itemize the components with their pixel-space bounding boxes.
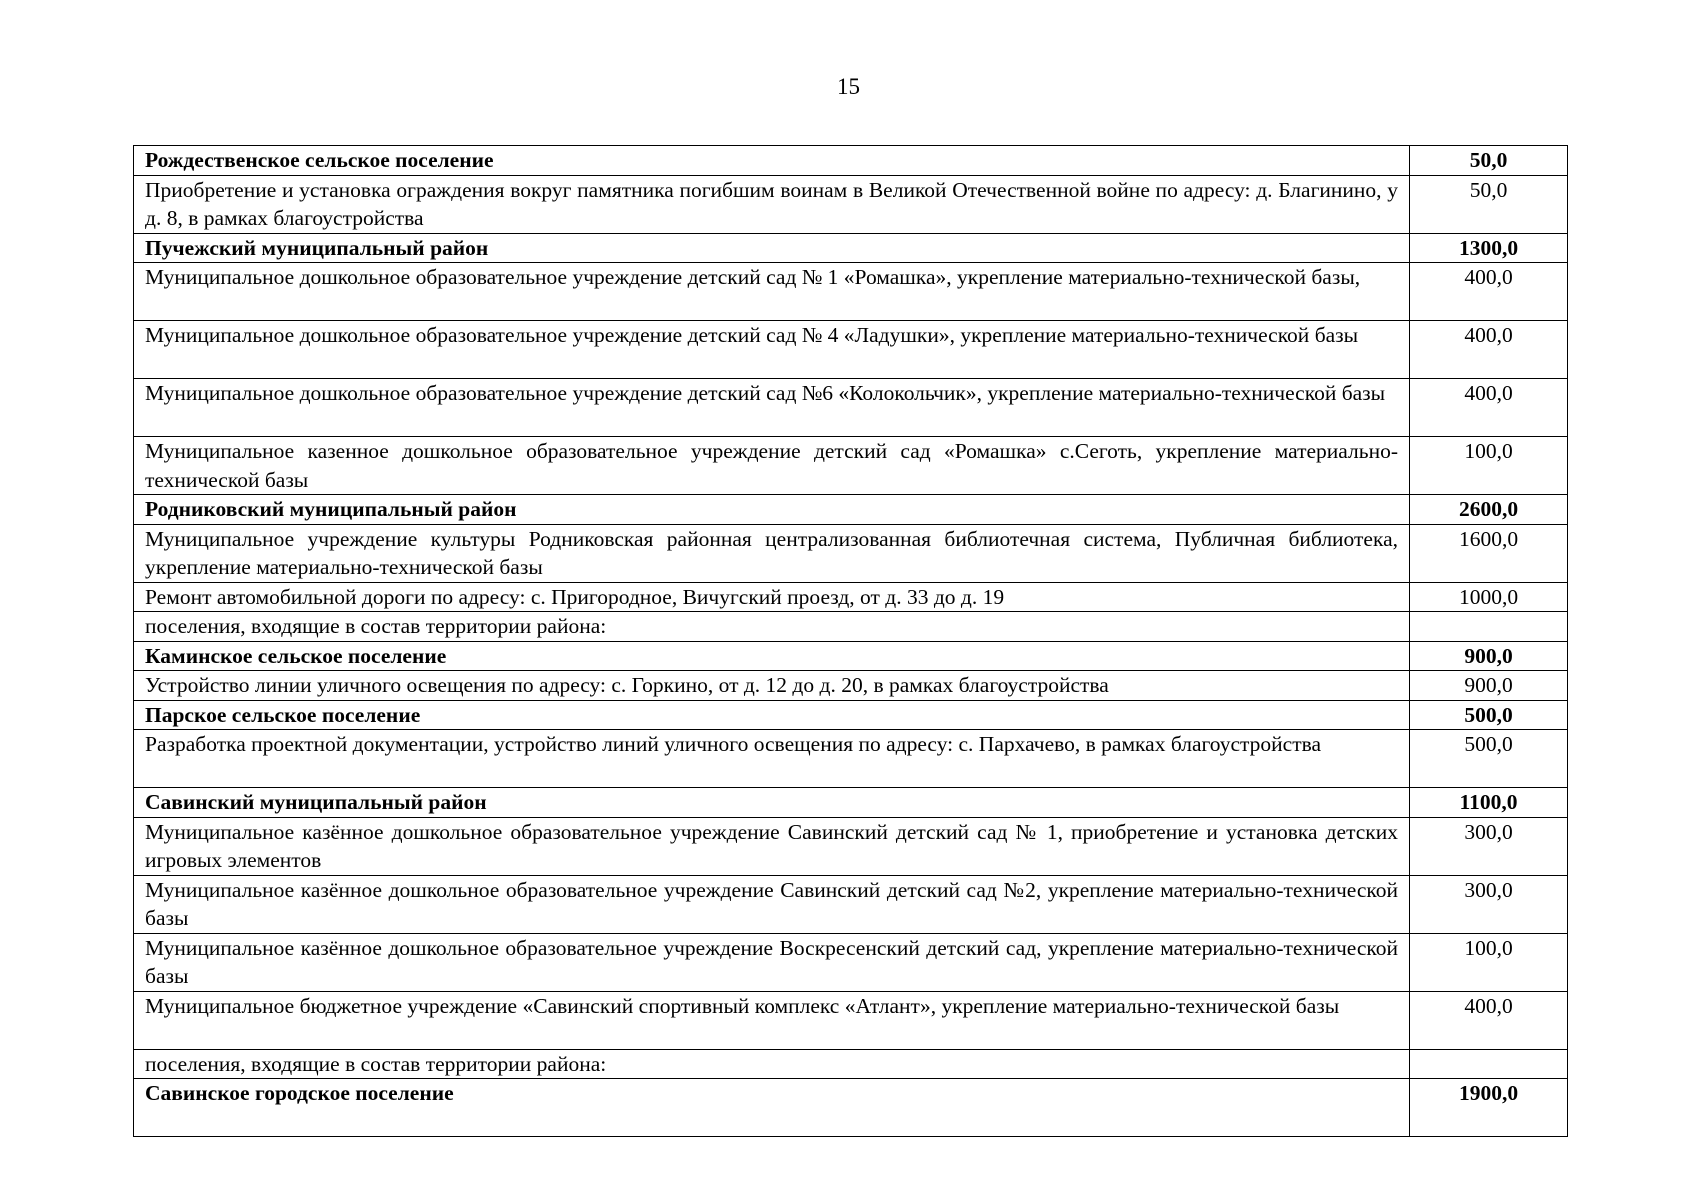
table-row xyxy=(134,671,1568,701)
row-description: Пучежский муниципальный район xyxy=(134,233,1410,263)
row-amount: 1300,0 xyxy=(1410,233,1568,263)
row-amount: 500,0 xyxy=(1410,730,1568,788)
row-description: Муниципальное казённое дошкольное образовательное учреждение Савинский детский сад №2, укрепление материально-технической базы xyxy=(134,875,1410,933)
table-row-group xyxy=(134,641,1568,671)
table-row xyxy=(134,612,1568,642)
table-row xyxy=(134,379,1568,437)
row-description: Родниковский муниципальный район xyxy=(134,495,1410,525)
row-amount: 400,0 xyxy=(1410,379,1568,437)
row-description: Муниципальное дошкольное образовательное учреждение детский сад №6 «Колокольчик», укрепление материально-технической базы xyxy=(134,379,1410,437)
row-amount: 300,0 xyxy=(1410,817,1568,875)
table-row-group xyxy=(134,700,1568,730)
table-row xyxy=(134,582,1568,612)
row-description: поселения, входящие в состав территории района: xyxy=(134,612,1410,642)
row-amount: 900,0 xyxy=(1410,641,1568,671)
row-description: Парское сельское поселение xyxy=(134,700,1410,730)
row-amount: 1100,0 xyxy=(1410,788,1568,818)
page-number: 15 xyxy=(837,74,860,99)
row-amount: 400,0 xyxy=(1410,263,1568,321)
row-amount: 300,0 xyxy=(1410,875,1568,933)
table-row xyxy=(134,730,1568,788)
row-description: Муниципальное дошкольное образовательное учреждение детский сад № 1 «Ромашка», укрепление материально-технической базы, xyxy=(134,263,1410,321)
row-description: Савинский муниципальный район xyxy=(134,788,1410,818)
row-amount: 500,0 xyxy=(1410,700,1568,730)
table-row-group xyxy=(134,146,1568,176)
row-amount: 1000,0 xyxy=(1410,582,1568,612)
table-row-group xyxy=(134,788,1568,818)
table-row xyxy=(134,817,1568,875)
table-row xyxy=(134,1049,1568,1079)
table-row-group xyxy=(134,1079,1568,1137)
row-description: Приобретение и установка ограждения вокруг памятника погибшим воинам в Великой Отечественной войне по адресу: д. Благинино, у д. 8, в рамках благоустройства xyxy=(134,175,1410,233)
table-row xyxy=(134,263,1568,321)
row-description: Муниципальное дошкольное образовательное учреждение детский сад № 4 «Ладушки», укрепление материально-технической базы xyxy=(134,321,1410,379)
row-amount: 2600,0 xyxy=(1410,495,1568,525)
row-amount: 100,0 xyxy=(1410,933,1568,991)
row-amount: 1600,0 xyxy=(1410,524,1568,582)
allocation-table xyxy=(133,145,1568,1137)
row-description: поселения, входящие в состав территории района: xyxy=(134,1049,1410,1079)
row-amount: 100,0 xyxy=(1410,437,1568,495)
row-description: Устройство линии уличного освещения по адресу: с. Горкино, от д. 12 до д. 20, в рамках благоустройства xyxy=(134,671,1410,701)
row-amount: 400,0 xyxy=(1410,991,1568,1049)
row-description: Муниципальное учреждение культуры Родниковская районная централизованная библиотечная система, Публичная библиотека, укрепление материально-технической базы xyxy=(134,524,1410,582)
row-amount: 1900,0 xyxy=(1410,1079,1568,1137)
row-amount xyxy=(1410,1049,1568,1079)
row-amount: 50,0 xyxy=(1410,175,1568,233)
row-description: Каминское сельское поселение xyxy=(134,641,1410,671)
row-amount: 900,0 xyxy=(1410,671,1568,701)
row-description: Муниципальное казенное дошкольное образовательное учреждение детский сад «Ромашка» с.Сеготь, укрепление материально-технической базы xyxy=(134,437,1410,495)
table-row xyxy=(134,991,1568,1049)
row-amount: 50,0 xyxy=(1410,146,1568,176)
table-row xyxy=(134,524,1568,582)
row-amount: 400,0 xyxy=(1410,321,1568,379)
table-row xyxy=(134,321,1568,379)
table-row-group xyxy=(134,495,1568,525)
row-description: Савинское городское поселение xyxy=(134,1079,1410,1137)
row-description: Муниципальное казённое дошкольное образовательное учреждение Воскресенский детский сад, укрепление материально-технической базы xyxy=(134,933,1410,991)
row-description: Рождественское сельское поселение xyxy=(134,146,1410,176)
table-row xyxy=(134,437,1568,495)
row-description: Ремонт автомобильной дороги по адресу: с. Пригородное, Вичугский проезд, от д. 33 до д. 19 xyxy=(134,582,1410,612)
row-amount xyxy=(1410,612,1568,642)
table-row xyxy=(134,175,1568,233)
table-row xyxy=(134,933,1568,991)
table-row-group xyxy=(134,233,1568,263)
row-description: Муниципальное бюджетное учреждение «Савинский спортивный комплекс «Атлант», укрепление материально-технической базы xyxy=(134,991,1410,1049)
row-description: Муниципальное казённое дошкольное образовательное учреждение Савинский детский сад № 1, приобретение и установка детских игровых элементов xyxy=(134,817,1410,875)
table-row xyxy=(134,875,1568,933)
row-description: Разработка проектной документации, устройство линий уличного освещения по адресу: с. Пархачево, в рамках благоустройства xyxy=(134,730,1410,788)
